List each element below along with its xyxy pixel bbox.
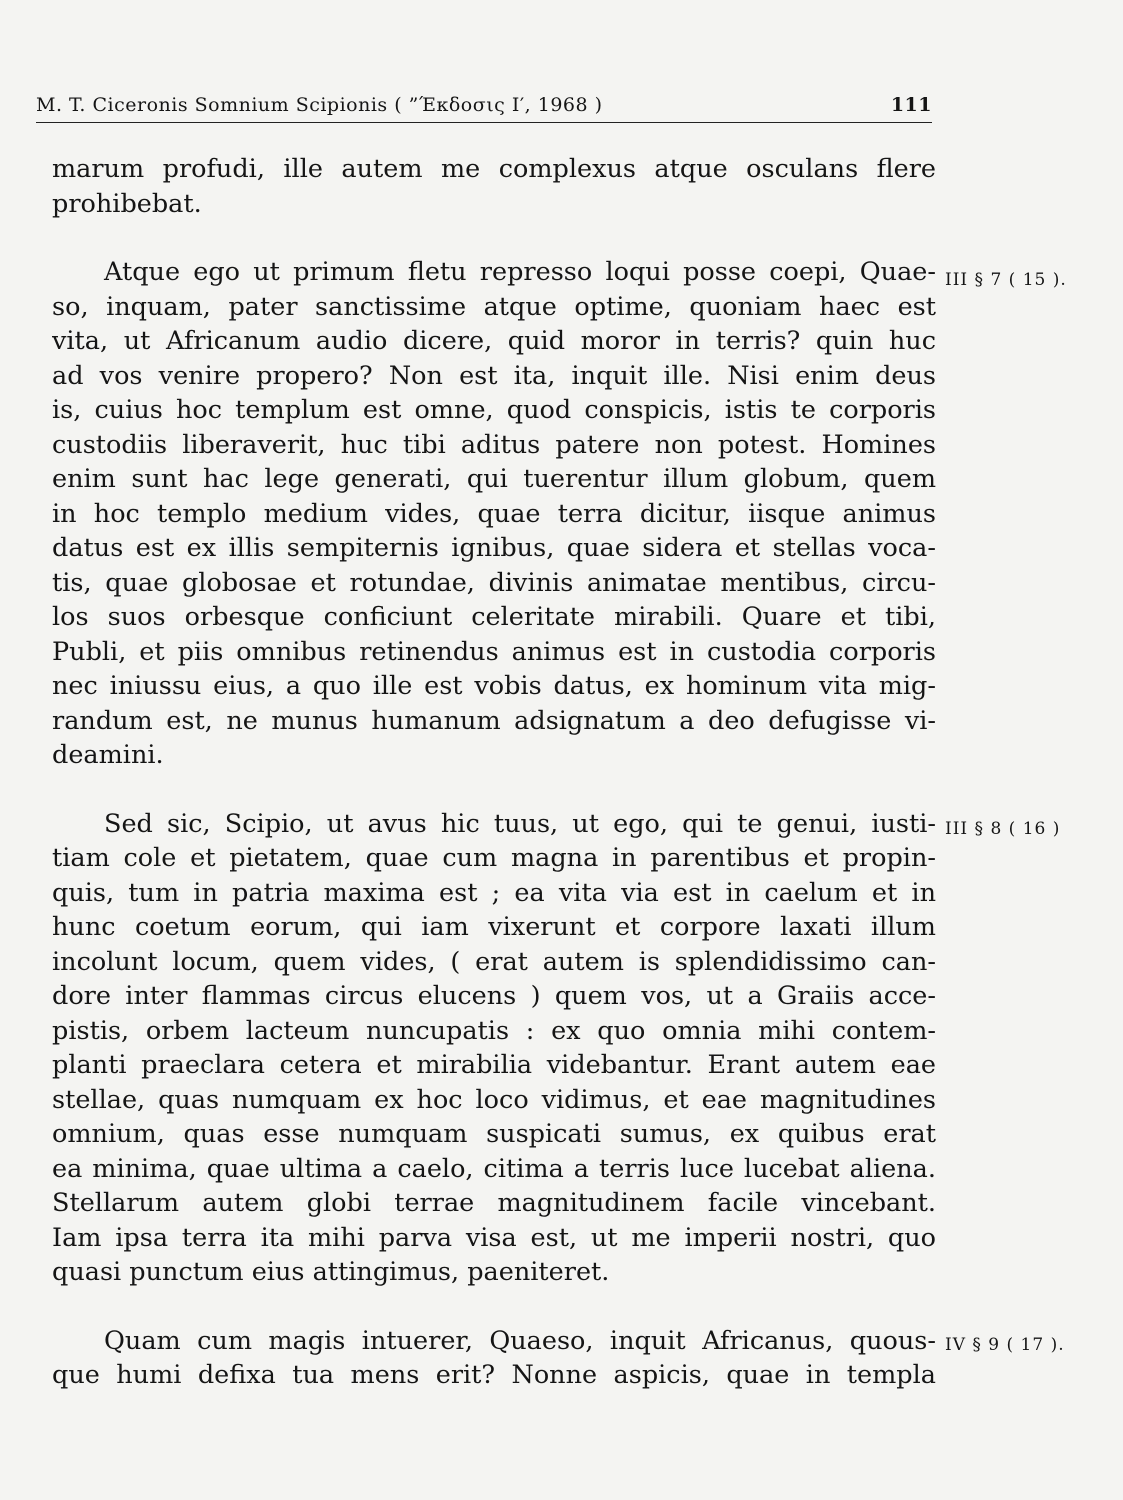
text-line: Publi, et piis omnibus retinendus animus est in custodia corporis (52, 636, 936, 667)
text-line: ea minima, quae ultima a caelo, citima a terris luce lucebat aliena. (52, 1153, 936, 1184)
text-line: datus est ex illis sempiternis ignibus, quae sidera et stellas voca- (52, 533, 936, 563)
text-line: Stellarum autem globi terrae magnitudinem facile vincebant. (52, 1188, 936, 1218)
text-line: nec iniussu eius, a quo ille est vobis datus, ex hominum vita mig- (52, 671, 936, 701)
text-line: hunc coetum eorum, qui iam vixerunt et corpore laxati illum (52, 912, 936, 942)
text-line: tiam cole et pietatem, quae cum magna in parentibus et propin- (52, 843, 936, 873)
paragraph-4 (52, 1324, 936, 1393)
header-rule (36, 122, 932, 123)
text-line: Quam cum magis intuerer, Quaeso, inquit Africanus, quous- (104, 1325, 936, 1356)
text-line: planti praeclara cetera et mirabilia videbantur. Erant autem eae (52, 1050, 936, 1080)
text-line: que humi defixa tua mens erit? Nonne aspicis, quae in templa (52, 1360, 936, 1390)
running-head (36, 92, 932, 118)
margin-reference-p2: III § 7 ( 15 ). (945, 270, 1067, 290)
text-line: marum profudi, ille autem me complexus atque osculans flere (52, 154, 936, 184)
text-line: Sed sic, Scipio, ut avus hic tuus, ut ego, qui te genui, iusti- (104, 808, 936, 839)
text-line: incolunt locum, quem vides, ( erat autem is splendidissimo can- (52, 946, 936, 977)
text-line: tis, quae globosae et rotundae, divinis animatae mentibus, circu- (52, 567, 936, 598)
text-line: so, inquam, pater sanctissime atque optime, quoniam haec est (52, 291, 936, 322)
margin-reference-p4: IV § 9 ( 17 ). (945, 1335, 1065, 1355)
body-text (52, 152, 936, 1393)
text-line: prohibebat. (52, 188, 202, 219)
text-line: los suos orbesque conficiunt celeritate mirabili. Quare et tibi, (52, 602, 936, 632)
text-line: is, cuius hoc templum est omne, quod conspicis, istis te corporis (52, 395, 936, 425)
text-line: custodiis liberaverit, huc tibi aditus patere non potest. Homines (52, 429, 936, 460)
text-line: dore inter flammas circus elucens ) quem vos, ut a Graiis acce- (52, 981, 936, 1011)
text-line: quis, tum in patria maxima est ; ea vita via est in caelum et in (52, 877, 936, 908)
text-line: deamini. (52, 740, 164, 770)
paragraph-1 (52, 152, 936, 221)
paragraph-2 (52, 255, 936, 773)
text-line: in hoc templo medium vides, quae terra dicitur, iisque animus (52, 498, 936, 529)
text-line: quasi punctum eius attingimus, paeniteret. (52, 1257, 610, 1287)
running-head-title: M. T. Ciceronis Somnium Scipionis ( ”Έκδοσις I′, 1968 ) (36, 94, 603, 116)
text-line: Iam ipsa terra ita mihi parva visa est, ut me imperii nostri, quo (52, 1222, 936, 1253)
text-line: stellae, quas numquam ex hoc loco vidimus, et eae magnitudines (52, 1084, 936, 1115)
text-line: enim sunt hac lege generati, qui tuerentur illum globum, quem (52, 464, 936, 494)
margin-reference-p3: III § 8 ( 16 ) (945, 819, 1061, 839)
text-line: randum est, ne munus humanum adsignatum a deo defugisse vi- (52, 705, 936, 736)
text-line: Atque ego ut primum fletu represso loqui posse coepi, Quae- (104, 257, 936, 287)
text-line: vita, ut Africanum audio dicere, quid moror in terris? quin huc (52, 326, 936, 356)
page-number: 111 (890, 94, 932, 116)
text-line: pistis, orbem lacteum nuncupatis : ex quo omnia mihi contem- (52, 1015, 936, 1046)
paragraph-3 (52, 807, 936, 1290)
text-line: omnium, quas esse numquam suspicati sumus, ex quibus erat (52, 1119, 936, 1149)
text-line: ad vos venire propero? Non est ita, inquit ille. Nisi enim deus (52, 360, 936, 391)
